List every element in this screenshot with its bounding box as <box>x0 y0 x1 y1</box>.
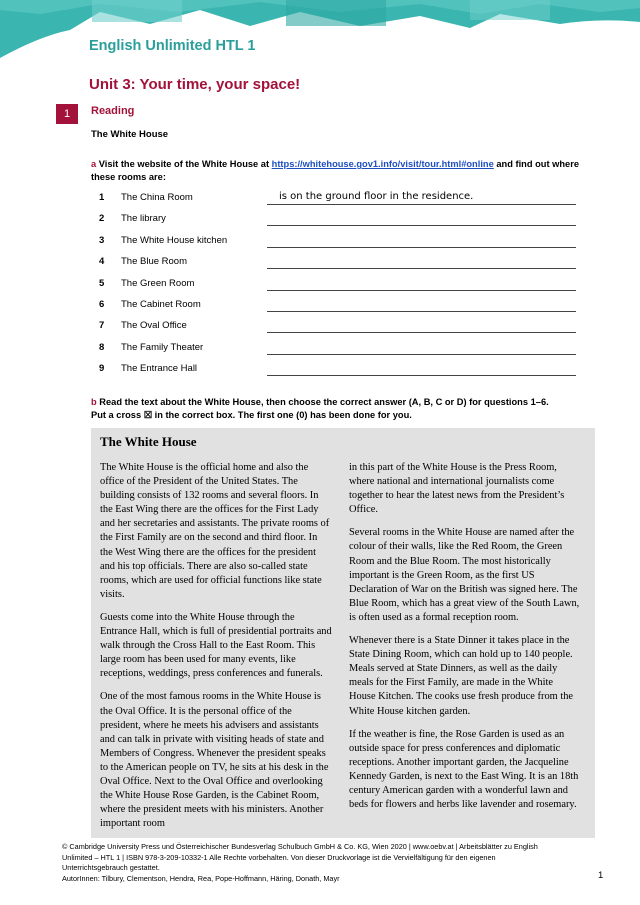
room-row <box>91 213 576 231</box>
answer-line[interactable] <box>267 247 576 248</box>
room-name: The China Room <box>121 192 193 203</box>
unit-title: Unit 3: Your time, your space! <box>89 76 301 93</box>
room-name: The Green Room <box>121 277 195 289</box>
website-link[interactable]: https://whitehouse.gov1.info/visit/tour.html#online <box>271 159 494 169</box>
room-row <box>91 235 576 253</box>
room-row <box>91 320 576 338</box>
room-name: The White House kitchen <box>121 234 228 246</box>
answer-line[interactable] <box>267 375 576 376</box>
article-right-column <box>349 461 581 821</box>
article-paragraph: Guests come into the White House through the Entrance Hall, which is full of presidential portraits and walk through the Cross Hall to the East Room. This large room has been used for many events, like receptions, weddings, press conferences and funerals. <box>100 611 332 680</box>
article-title: The White House <box>100 434 197 449</box>
answer-text: is on the ground floor in the residence. <box>279 191 474 202</box>
footer <box>62 842 582 884</box>
footer-line: Unlimited – HTL 1 | ISBN 978-3-209-10332-1 Alle Rechte vorbehalten. Von dieser Druckvorlage ist die Vervielfältigung für den eigenen <box>62 852 496 862</box>
room-row <box>91 363 576 381</box>
article-box <box>91 428 595 838</box>
room-name: The library <box>121 213 166 225</box>
article-paragraph: The White House is the official home and also the office of the President of the United States. The building consists of 132 rooms and several floors. In the East Wing there are the offices for the First Lady and her secretaries and assistants. The private rooms of the First Family are on the second and third floor. In the West Wing there are the offices for the president and his top officials. There are also so-called state rooms, which are used for official functions like state visits. <box>100 462 330 600</box>
task-b-letter: b <box>91 397 97 407</box>
answer-line[interactable] <box>267 225 576 226</box>
article-paragraph: Whenever there is a State Dinner it takes place in the State Dining Room, which can hold up to 140 people. Meals served at State Dinners, as well as the daily meals for the First Family, are made in the White House Kitchen. The cooks use fresh produce from the White House kitchen garden. <box>349 635 574 717</box>
article-left-column <box>100 461 332 840</box>
task-b-line2: Put a cross ☒ in the correct box. The first one (0) has been done for you. <box>91 410 412 420</box>
room-number: 4 <box>99 256 105 268</box>
room-number: 1 <box>99 192 105 203</box>
room-name: The Oval Office <box>121 320 187 332</box>
section-label: Reading <box>91 105 135 117</box>
task-b-line1: Read the text about the White House, then choose the correct answer (A, B, C or D) for questions 1–6. <box>99 397 549 407</box>
task-b-instructions <box>91 396 581 422</box>
room-row <box>91 192 576 210</box>
room-name: The Cabinet Room <box>121 299 201 310</box>
footer-line: Unterrichtsgebrauch gestattet. <box>62 863 160 872</box>
room-number: 7 <box>99 320 105 332</box>
article-paragraph: in this part of the White House is the Press Room, where national and international journalists come together to hear the latest news from the President’s Office. <box>349 462 565 516</box>
answer-line[interactable] <box>267 268 576 269</box>
footer-line: © Cambridge University Press und Österreichischer Bundesverlag Schulbuch GmbH & Co. KG, Wien 2020 | www.oebv.at | Arbeitsblätter zu English <box>62 842 538 851</box>
task-a-letter: a <box>91 159 97 169</box>
answer-line[interactable] <box>267 354 576 355</box>
answer-line[interactable] <box>267 311 576 312</box>
section-number: 1 <box>56 104 78 124</box>
answer-line[interactable] <box>267 204 576 205</box>
room-name: The Entrance Hall <box>121 363 198 375</box>
header-title: English Unlimited HTL 1 <box>89 38 256 54</box>
article-paragraph: Several rooms in the White House are named after the colour of their walls, like the Red Room, the Green Room and the Blue Room. The most historically important is the Green Room, as the first US Declaration of War on the British was signed here. The Blue Room, which has a great view of the South Lawn, is often used as a formal reception room. <box>349 527 580 623</box>
room-name: The Blue Room <box>121 256 188 268</box>
article-paragraph: One of the most famous rooms in the White House is the Oval Office. It is the personal office of the president, where he meets his advisers and assistants and can talk in private with visiting heads of state and Members of Congress. Whenever the president speaks to the American people on TV, he sits at his desk in the Oval Office. Next to the Oval Office and overlooking the White House Rose Garden, is the Cabinet Room, where the president meets with his ministers. Another important room <box>100 691 329 830</box>
task-a-text-after: and find out where these rooms are: <box>91 159 579 182</box>
subheading: The White House <box>91 129 169 140</box>
task-a-text-before: Visit the website of the White House at <box>98 159 270 169</box>
room-number: 9 <box>99 363 105 375</box>
page-number: 1 <box>598 870 604 881</box>
answer-line[interactable] <box>267 332 576 333</box>
room-number: 5 <box>99 277 105 289</box>
room-row <box>91 299 576 317</box>
room-row <box>91 256 576 274</box>
room-number: 6 <box>99 299 105 310</box>
task-a-instructions <box>91 158 581 184</box>
room-name: The Family Theater <box>121 341 204 353</box>
room-number: 2 <box>99 213 105 225</box>
room-row <box>91 342 576 360</box>
answer-line[interactable] <box>267 290 576 291</box>
room-number: 3 <box>99 234 105 246</box>
room-number: 8 <box>99 341 105 353</box>
room-row <box>91 278 576 296</box>
article-paragraph: If the weather is fine, the Rose Garden is used as an outside space for press conferences and diplomatic receptions. Another important garden, the Jacqueline Kennedy Garden, is next to the East Wing. It is an 18th century American garden with a wonderful lawn and beds for flowers and herbs like lavender and rosemary. <box>349 728 579 811</box>
footer-authors: AutorInnen: Tilbury, Clementson, Hendra, Rea, Pope-Hoffmann, Häring, Donath, Mayr <box>62 873 340 883</box>
